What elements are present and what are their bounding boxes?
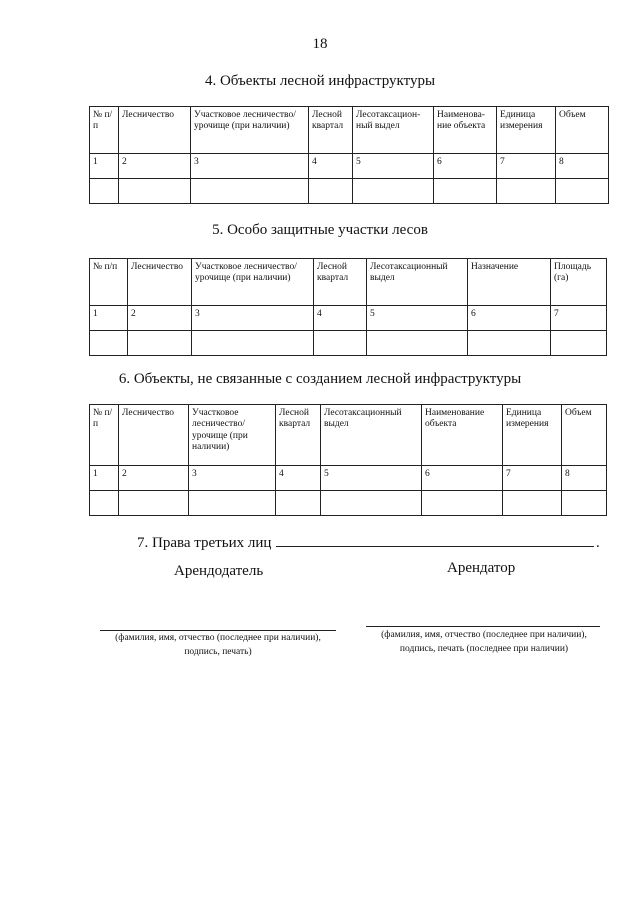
empty-cell[interactable]: [353, 179, 434, 204]
lessor-signature-caption: [90, 631, 346, 660]
header-cell: Единица измерения: [503, 405, 562, 466]
section-5-title: 5. Особо защитные участки лесов: [212, 222, 428, 238]
number-cell: 7: [551, 306, 607, 331]
empty-cell[interactable]: [189, 491, 276, 516]
empty-cell[interactable]: [503, 491, 562, 516]
empty-cell[interactable]: [276, 491, 321, 516]
number-cell: 5: [353, 154, 434, 179]
third-party-rights-field[interactable]: [276, 546, 594, 547]
number-cell: 3: [192, 306, 314, 331]
page-number: 18: [312, 36, 328, 52]
number-cell: 2: [119, 154, 191, 179]
header-cell: Лесотаксацион-ный выдел: [353, 107, 434, 154]
empty-cell[interactable]: [90, 179, 119, 204]
header-cell: Площадь (га): [551, 259, 607, 306]
lessee-signature-caption: [356, 628, 612, 657]
header-cell: Лесотаксационный выдел: [321, 405, 422, 466]
empty-cell[interactable]: [562, 491, 607, 516]
section-4-title: 4. Объекты лесной инфраструктуры: [204, 73, 436, 89]
lessee-caption-line-2: подпись, печать (последнее при наличии): [399, 644, 569, 655]
number-cell: 8: [556, 154, 609, 179]
number-cell: 4: [276, 466, 321, 491]
empty-cell[interactable]: [119, 179, 191, 204]
empty-cell[interactable]: [468, 331, 551, 356]
number-cell: 1: [90, 306, 128, 331]
header-cell: Наименова-ние объекта: [434, 107, 497, 154]
header-cell: Лесной квартал: [314, 259, 367, 306]
number-cell: 5: [321, 466, 422, 491]
number-cell: 5: [367, 306, 468, 331]
header-cell: Объем: [556, 107, 609, 154]
empty-cell[interactable]: [367, 331, 468, 356]
header-cell: Участковое лесничество/урочище (при наличии): [192, 259, 314, 306]
header-cell: Лесотаксационный выдел: [367, 259, 468, 306]
number-cell: 2: [128, 306, 192, 331]
empty-cell[interactable]: [422, 491, 503, 516]
infrastructure-table: [89, 106, 609, 204]
header-cell: Наименование объекта: [422, 405, 503, 466]
number-cell: 4: [314, 306, 367, 331]
number-cell: 3: [189, 466, 276, 491]
lessor-caption-line-1: (фамилия, имя, отчество (последнее при наличии),: [115, 633, 321, 643]
empty-cell[interactable]: [191, 179, 309, 204]
number-cell: 3: [191, 154, 309, 179]
header-cell: Объем: [562, 405, 607, 466]
empty-cell[interactable]: [128, 331, 192, 356]
header-cell: Участковое лесничество/урочище (при наличии): [191, 107, 309, 154]
header-cell: Лесничество: [128, 259, 192, 306]
non-infrastructure-table: [89, 404, 607, 516]
lessor-caption-line-2: подпись, печать): [184, 647, 252, 658]
lessee-signature-line[interactable]: [366, 626, 600, 627]
third-party-rights-label: 7. Права третьих лиц: [137, 535, 272, 551]
empty-cell[interactable]: [314, 331, 367, 356]
header-cell: № п/п: [90, 405, 119, 466]
header-cell: Лесной квартал: [276, 405, 321, 466]
section-6-title: 6. Объекты, не связанные с созданием лесной инфраструктуры: [118, 371, 522, 387]
empty-cell[interactable]: [90, 331, 128, 356]
number-cell: 6: [434, 154, 497, 179]
empty-cell[interactable]: [434, 179, 497, 204]
third-party-rights-end: .: [596, 535, 600, 551]
empty-cell[interactable]: [551, 331, 607, 356]
number-cell: 6: [468, 306, 551, 331]
number-cell: 1: [90, 466, 119, 491]
empty-cell[interactable]: [321, 491, 422, 516]
number-cell: 1: [90, 154, 119, 179]
empty-cell[interactable]: [497, 179, 556, 204]
header-cell: Лесной квартал: [309, 107, 353, 154]
lessee-title: Арендатор: [447, 560, 516, 576]
header-cell: Лесничество: [119, 107, 191, 154]
header-cell: № п/п: [90, 259, 128, 306]
empty-cell[interactable]: [119, 491, 189, 516]
number-cell: 8: [562, 466, 607, 491]
number-cell: 4: [309, 154, 353, 179]
number-cell: 6: [422, 466, 503, 491]
empty-cell[interactable]: [192, 331, 314, 356]
lessee-caption-line-1: (фамилия, имя, отчество (последнее при наличии),: [381, 630, 587, 640]
header-cell: № п/п: [90, 107, 119, 154]
lessor-title: Арендодатель: [174, 563, 264, 579]
number-cell: 2: [119, 466, 189, 491]
empty-cell[interactable]: [309, 179, 353, 204]
protective-areas-table: [89, 258, 607, 356]
header-cell: Назначение: [468, 259, 551, 306]
header-cell: Единица измерения: [497, 107, 556, 154]
header-cell: Лесничество: [119, 405, 189, 466]
header-cell: Участковое лесничество/ урочище (при наличии): [189, 405, 276, 466]
empty-cell[interactable]: [90, 491, 119, 516]
empty-cell[interactable]: [556, 179, 609, 204]
number-cell: 7: [503, 466, 562, 491]
number-cell: 7: [497, 154, 556, 179]
